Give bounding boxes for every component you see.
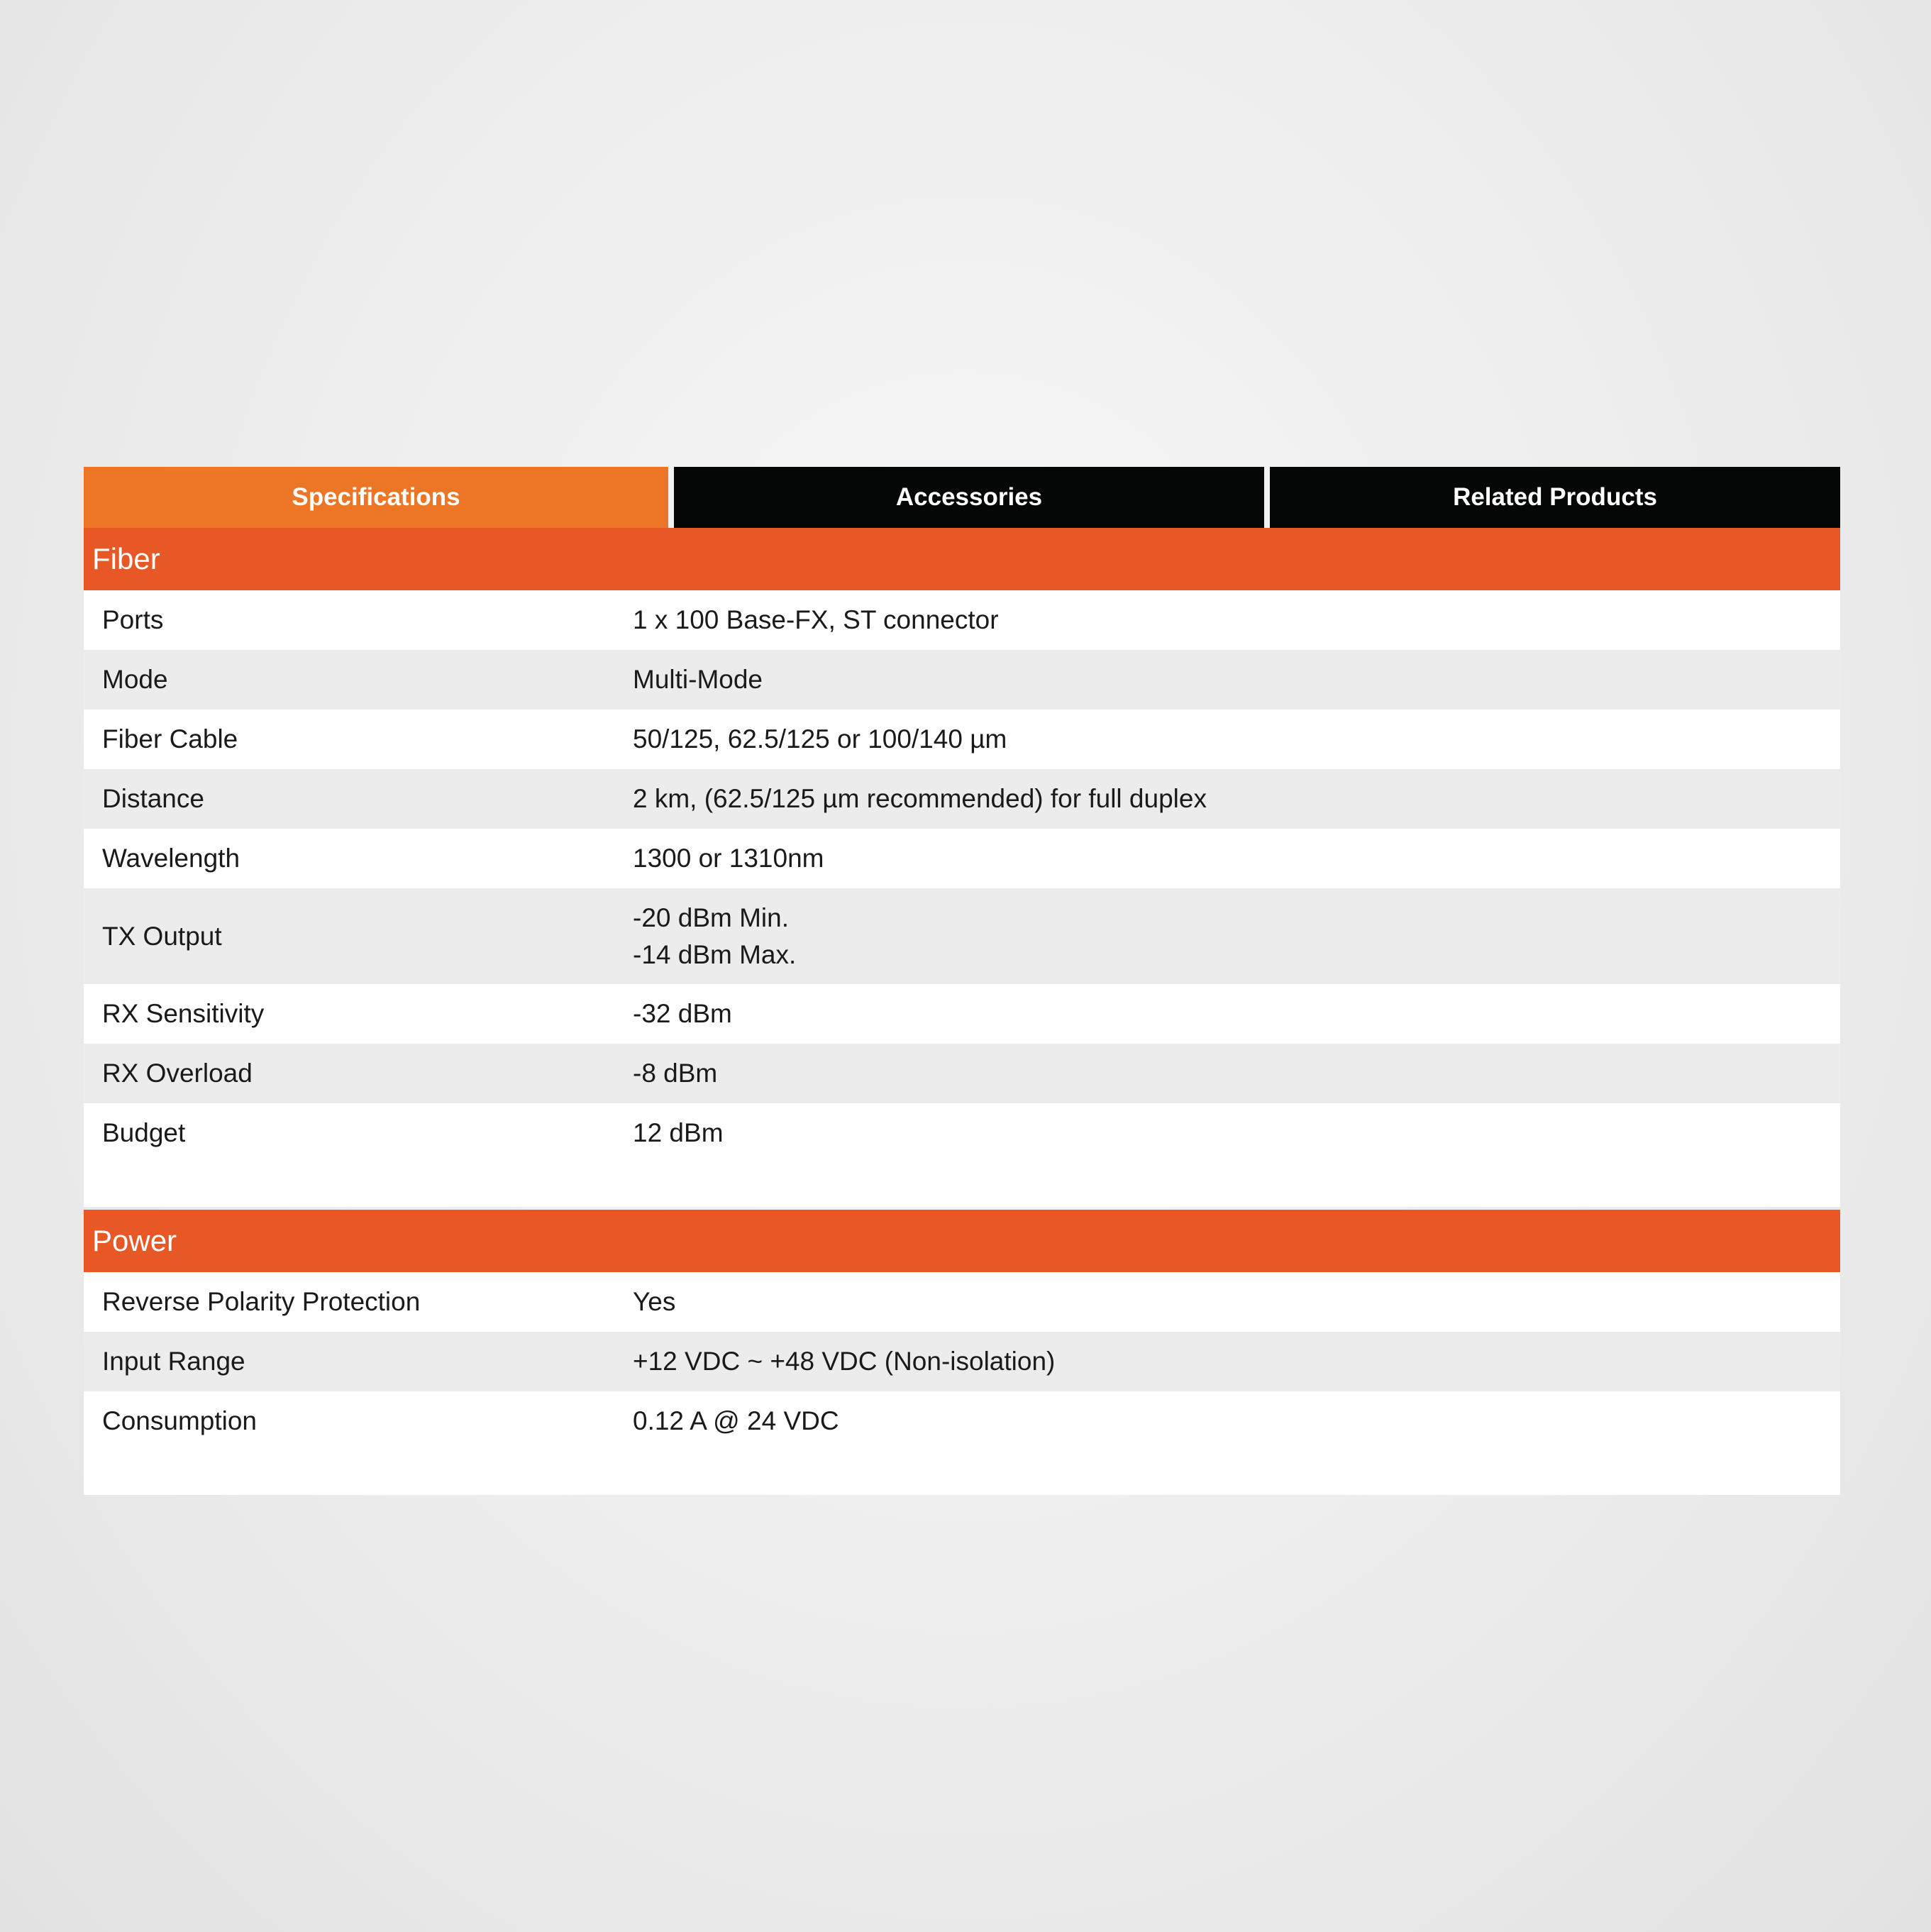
table-row — [84, 1272, 1840, 1332]
row-label: Wavelength — [102, 844, 240, 873]
row-value: Multi-Mode — [633, 665, 763, 694]
section-header-power: Power — [84, 1210, 1840, 1272]
row-label: Consumption — [102, 1406, 258, 1435]
table-row — [84, 710, 1840, 769]
row-label: Budget — [102, 1118, 186, 1147]
row-label: RX Overload — [102, 1059, 253, 1088]
tab-specifications[interactable]: Specifications — [84, 467, 668, 528]
section-spacer — [84, 1451, 1840, 1495]
row-label: Mode — [102, 665, 168, 694]
row-label: Input Range — [102, 1347, 245, 1376]
row-value: +12 VDC ~ +48 VDC (Non-isolation) — [633, 1347, 1056, 1376]
row-label: Fiber Cable — [102, 724, 238, 754]
row-value-line: -20 dBm Min. — [633, 902, 790, 932]
row-value: -32 dBm — [633, 999, 732, 1028]
section-power-table — [84, 1272, 1840, 1495]
row-label: RX Sensitivity — [102, 999, 265, 1028]
table-row — [84, 590, 1840, 650]
table-row — [84, 650, 1840, 710]
tab-bar — [84, 467, 1840, 528]
table-row — [84, 1103, 1840, 1163]
table-row — [84, 1332, 1840, 1391]
row-label: Reverse Polarity Protection — [102, 1287, 421, 1316]
tab-accessories[interactable]: Accessories — [674, 467, 1264, 528]
row-value — [633, 900, 1840, 973]
table-row — [84, 829, 1840, 888]
row-value: 2 km, (62.5/125 µm recommended) for full duplex — [633, 784, 1207, 813]
row-value: 1 x 100 Base-FX, ST connector — [633, 605, 999, 634]
row-value: 50/125, 62.5/125 or 100/140 µm — [633, 724, 1007, 754]
row-value: Yes — [633, 1287, 676, 1316]
row-label: TX Output — [102, 921, 222, 951]
row-value: -8 dBm — [633, 1059, 718, 1088]
spec-panel — [84, 467, 1840, 1495]
row-label: Distance — [102, 784, 204, 813]
section-spacer — [84, 1163, 1840, 1207]
row-value: 1300 or 1310nm — [633, 844, 824, 873]
row-value: 0.12 A @ 24 VDC — [633, 1406, 839, 1435]
table-row — [84, 888, 1840, 984]
tab-related-products[interactable]: Related Products — [1270, 467, 1840, 528]
row-label: Ports — [102, 605, 164, 634]
table-row — [84, 769, 1840, 829]
table-row — [84, 1044, 1840, 1103]
row-value: 12 dBm — [633, 1118, 724, 1147]
row-value-line: -14 dBm Max. — [633, 939, 797, 969]
section-fiber-table — [84, 590, 1840, 1207]
table-row — [84, 984, 1840, 1044]
table-row — [84, 1391, 1840, 1451]
section-header-fiber: Fiber — [84, 528, 1840, 590]
